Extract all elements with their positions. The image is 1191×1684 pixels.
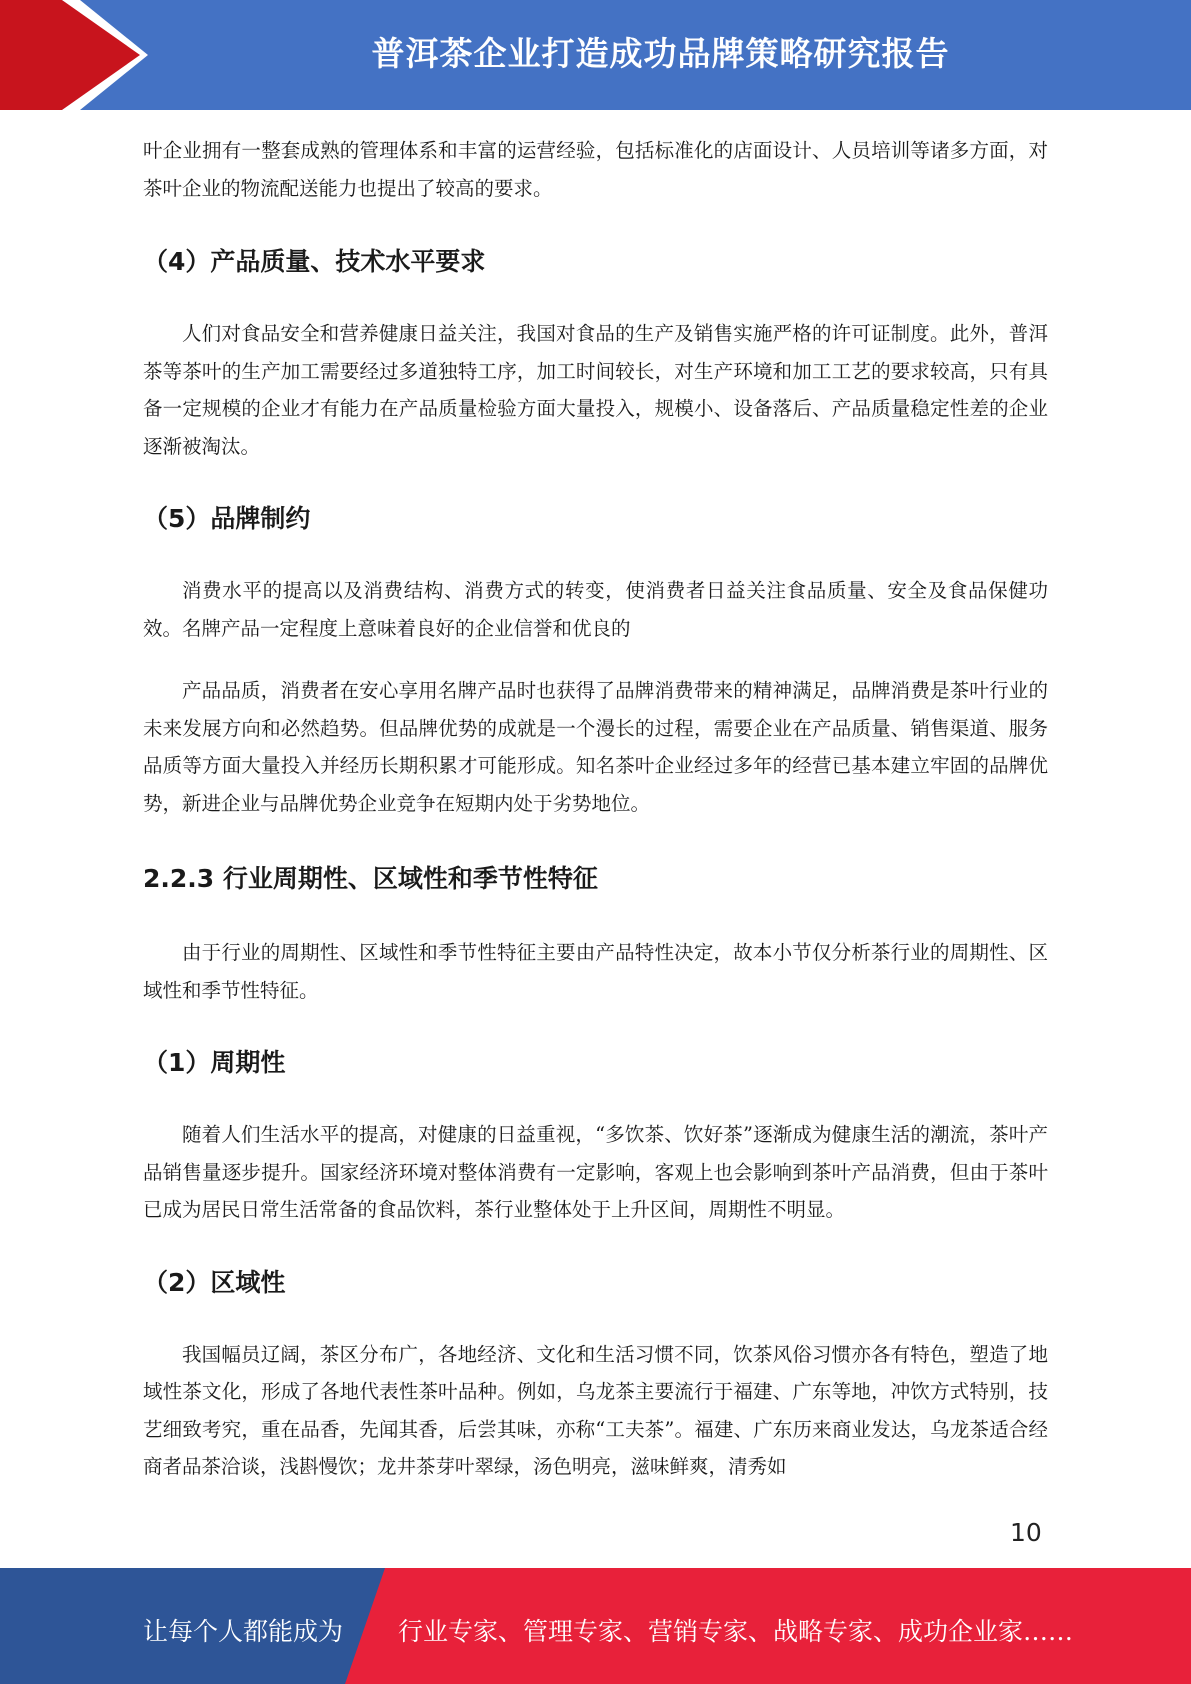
heading-brand-constraint: （5）品牌制约 [143, 504, 311, 533]
page-body [143, 132, 1048, 1486]
heading-2-2-3: 2.2.3 行业周期性、区域性和季节性特征 [143, 864, 598, 893]
heading-product-quality: （4）产品质量、技术水平要求 [143, 247, 486, 276]
report-title: 普洱茶企业打造成功品牌策略研究报告 [371, 34, 950, 73]
footer-banner [0, 1568, 1191, 1684]
paragraph-regionality: 我国幅员辽阔，茶区分布广，各地经济、文化和生活习惯不同，饮茶风俗习惯亦各有特色，塑造了地域性茶文化，形成了各地代表性茶叶品种。例如，乌龙茶主要流行于福建、广东等地，冲饮方式特别，技艺细致考究，重在品香，先闻其香，后尝其味，亦称“工夫茶”。福建、广东历来商业发达，乌龙茶适合经商者品茶洽谈，浅斟慢饮；龙井茶芽叶翠绿，汤色明亮，滋味鲜爽，清秀如 [143, 1342, 1048, 1478]
paragraph-brand-constraint-b: 产品品质，消费者在安心享用名牌产品时也获得了品牌消费带来的精神满足，品牌消费是茶叶行业的未来发展方向和必然趋势。但品牌优势的成就是一个漫长的过程，需要企业在产品质量、销售渠道、服务品质等方面大量投入并经历长期积累才可能形成。知名茶叶企业经过多年的经营已基本建立牢固的品牌优势，新进企业与品牌优势企业竞争在短期内处于劣势地位。 [143, 679, 1048, 815]
paragraph-intro: 叶企业拥有一整套成熟的管理体系和丰富的运营经验，包括标准化的店面设计、人员培训等诸多方面，对茶叶企业的物流配送能力也提出了较高的要求。 [143, 139, 1048, 200]
paragraph-brand-constraint-a: 消费水平的提高以及消费结构、消费方式的转变，使消费者日益关注食品质量、安全及食品保健功效。名牌产品一定程度上意味着良好的企业信誉和优良的 [143, 579, 1048, 640]
page-number: 10 [1010, 1518, 1042, 1547]
footer-slogan-right: 行业专家、管理专家、营销专家、战略专家、成功企业家…… [398, 1617, 1074, 1646]
header-banner [0, 0, 1191, 110]
footer-slogan-left: 让每个人都能成为 [143, 1617, 344, 1646]
paragraph-2-2-3: 由于行业的周期性、区域性和季节性特征主要由产品特性决定，故本小节仅分析茶行业的周期性、区域性和季节性特征。 [143, 941, 1048, 1002]
paragraph-product-quality: 人们对食品安全和营养健康日益关注，我国对食品的生产及销售实施严格的许可证制度。此外，普洱茶等茶叶的生产加工需要经过多道独特工序，加工时间较长，对生产环境和加工工艺的要求较高，只有具备一定规模的企业才有能力在产品质量检验方面大量投入，规模小、设备落后、产品质量稳定性差的企业逐渐被淘汰。 [143, 322, 1048, 458]
heading-cyclicality: （1）周期性 [143, 1048, 286, 1077]
paragraph-cyclicality: 随着人们生活水平的提高，对健康的日益重视，“多饮茶、饮好茶”逐渐成为健康生活的潮流，茶叶产品销售量逐步提升。国家经济环境对整体消费有一定影响，客观上也会影响到茶叶产品消费，但由于茶叶已成为居民日常生活常备的食品饮料，茶行业整体处于上升区间，周期性不明显。 [143, 1123, 1048, 1221]
heading-regionality: （2）区域性 [143, 1267, 286, 1297]
